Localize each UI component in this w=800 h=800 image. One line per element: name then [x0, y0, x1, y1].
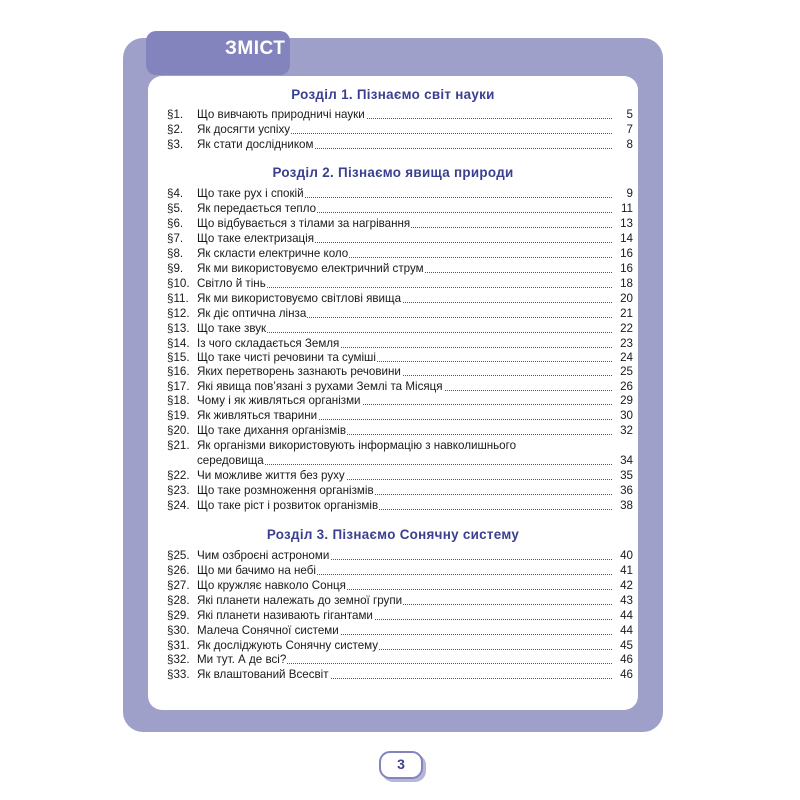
toc-entry-number: §31.	[167, 639, 190, 652]
toc-entry-number: §9.	[167, 262, 184, 275]
toc-entry-page: 30	[620, 409, 633, 422]
toc-entry	[167, 261, 636, 276]
section-heading-1: Розділ 1. Пізнаємо світ науки	[291, 87, 495, 102]
toc-entry-page: 14	[620, 232, 633, 245]
toc-entry-number: §5.	[167, 202, 184, 215]
toc-entry-page: 32	[620, 424, 633, 437]
toc-entry-number: §22.	[167, 469, 190, 482]
toc-entry	[167, 276, 636, 291]
toc-entry-number: §18.	[167, 394, 190, 407]
toc-entry-title: Що відбувається з тілами за нагрівання	[197, 217, 411, 230]
toc-entry-number: §1.	[167, 108, 184, 121]
toc-entry-number: §15.	[167, 351, 190, 364]
toc-entry-title: Що таке чисті речовини та суміші	[197, 351, 376, 364]
toc-entry-number: §23.	[167, 484, 190, 497]
toc-entry-number: §21.	[167, 439, 190, 452]
toc-entry-title: Як досягти успіху	[197, 123, 291, 136]
toc-entry-page: 42	[620, 579, 633, 592]
toc-entry	[167, 438, 636, 468]
toc-entry-page: 9	[626, 187, 633, 200]
toc-entry-title: Як організми використовують інформацію з навколишнього	[197, 439, 517, 452]
toc-entry	[167, 593, 636, 608]
toc-entry-number: §3.	[167, 138, 184, 151]
toc-entry-page: 26	[620, 380, 633, 393]
toc-entry-title: Які явища пов’язані з рухами Землі та Місяця	[197, 380, 443, 393]
toc-entry-page: 13	[620, 217, 633, 230]
toc-entry-page: 41	[620, 564, 633, 577]
toc-entry-page: 35	[620, 469, 633, 482]
page-title: ЗМІСТ	[225, 38, 286, 59]
toc-entry-number: §8.	[167, 247, 184, 260]
toc-entry-page: 46	[620, 653, 633, 666]
toc-entry-title: Що таке ріст і розвиток організмів	[197, 499, 379, 512]
toc-entry-page: 36	[620, 484, 633, 497]
toc-entry-page: 44	[620, 624, 633, 637]
toc-entry	[167, 379, 636, 394]
toc-entry-number: §26.	[167, 564, 190, 577]
toc-entry	[167, 336, 636, 351]
toc-entry	[167, 231, 636, 246]
toc-entry-page: 20	[620, 292, 633, 305]
toc-entry-title: Із чого складається Земля	[197, 337, 340, 350]
toc-entry-page: 18	[620, 277, 633, 290]
toc-entry-title: Як досліджують Сонячну систему	[197, 639, 379, 652]
toc-entry	[167, 201, 636, 216]
toc-entry-number: §25.	[167, 549, 190, 562]
toc-entry-number: §17.	[167, 380, 190, 393]
toc-entry-page: 7	[626, 123, 633, 136]
toc-entry-title: Які планети належать до земної групи	[197, 594, 403, 607]
toc-entry	[167, 137, 636, 152]
toc-entry-title: Що вивчають природничі науки	[197, 108, 365, 121]
toc-entry-page: 38	[620, 499, 633, 512]
toc-entry-page: 5	[626, 108, 633, 121]
toc-entry-number: §14.	[167, 337, 190, 350]
toc-entry-page: 8	[626, 138, 633, 151]
toc-entry-page: 29	[620, 394, 633, 407]
toc-entry-title: Як діє оптична лінза	[197, 307, 307, 320]
toc-entry-number: §12.	[167, 307, 190, 320]
toc-entry-page: 34	[620, 454, 633, 467]
toc-entry	[167, 623, 636, 638]
toc-entry-number: §27.	[167, 579, 190, 592]
toc-entry-number: §24.	[167, 499, 190, 512]
toc-entry-page: 43	[620, 594, 633, 607]
toc-entry-title: Як живляться тварини	[197, 409, 318, 422]
toc-entry	[167, 122, 636, 137]
toc-entry	[167, 468, 636, 483]
toc-entry-page: 16	[620, 262, 633, 275]
toc-entry	[167, 483, 636, 498]
toc-entry	[167, 216, 636, 231]
toc-entry-number: §28.	[167, 594, 190, 607]
toc-entry-page: 25	[620, 365, 633, 378]
toc-entry	[167, 393, 636, 408]
toc-entry-number: §13.	[167, 322, 190, 335]
toc-entry-number: §2.	[167, 123, 184, 136]
toc-entry	[167, 364, 636, 379]
toc-entry-page: 44	[620, 609, 633, 622]
toc-entry-title: Як стати дослідником	[197, 138, 314, 151]
toc-entry-number: §6.	[167, 217, 184, 230]
toc-entry	[167, 321, 636, 336]
toc-entry-title: Що кружляє навколо Сонця	[197, 579, 346, 592]
toc-entry-title: Як влаштований Всесвіт	[197, 668, 329, 681]
toc-entry-page: 11	[620, 202, 633, 215]
toc-entry-title: Малеча Сонячної системи	[197, 624, 339, 637]
page-number-badge	[379, 751, 423, 779]
toc-entry-page: 22	[620, 322, 633, 335]
toc-entry	[167, 608, 636, 623]
toc-entry-title: Які планети називають гігантами	[197, 609, 373, 622]
toc-entry-page: 21	[620, 307, 633, 320]
toc-entry-number: §30.	[167, 624, 190, 637]
toc-entry	[167, 563, 636, 578]
toc-entry	[167, 246, 636, 261]
toc-entry-page: 46	[620, 668, 633, 681]
toc-entry-page: 16	[620, 247, 633, 260]
toc-entry-page: 40	[620, 549, 633, 562]
toc-entry-title-continued: середовища	[197, 454, 264, 467]
toc-entry-title: Як скласти електричне коло	[197, 247, 349, 260]
toc-entry	[167, 667, 636, 682]
toc-entry	[167, 652, 636, 667]
toc-entry-number: §11.	[167, 292, 189, 305]
toc-entry	[167, 350, 636, 365]
toc-entry-title: Чим озброєні астрономи	[197, 549, 330, 562]
toc-entry	[167, 498, 636, 513]
section-heading-3: Розділ 3. Пізнаємо Сонячну систему	[266, 527, 520, 542]
toc-entry	[167, 291, 636, 306]
toc-entry-title: Що таке дихання організмів	[197, 424, 347, 437]
toc-entry-title: Що ми бачимо на небі	[197, 564, 316, 577]
toc-entry	[167, 306, 636, 321]
toc-entry	[167, 578, 636, 593]
toc-entry-number: §32.	[167, 653, 190, 666]
toc-entry	[167, 638, 636, 653]
toc-entry-number: §20.	[167, 424, 190, 437]
toc-entry	[167, 107, 636, 122]
toc-entry	[167, 423, 636, 438]
toc-entry-page: 23	[620, 337, 633, 350]
toc-entry-title: Чому і як живляться організми	[197, 394, 361, 407]
toc-entry-number: §33.	[167, 668, 190, 681]
toc-entry-title: Яких перетворень зазнають речовини	[197, 365, 401, 378]
toc-entry-title: Що таке звук	[197, 322, 267, 335]
toc-entry-title: Чи можливе життя без руху	[197, 469, 345, 482]
toc-entry-title: Як передається тепло	[197, 202, 317, 215]
toc-entry	[167, 186, 636, 201]
page-number: 3	[397, 756, 405, 772]
toc-entry-page: 24	[620, 351, 633, 364]
toc-entry-title: Що таке електризація	[197, 232, 315, 245]
toc-entry	[167, 408, 636, 423]
toc-entry-title: Ми тут. А де всі?	[197, 653, 287, 666]
toc-entry	[167, 548, 636, 563]
toc-entry-number: §16.	[167, 365, 190, 378]
toc-entry-title: Як ми використовуємо світлові явища	[197, 292, 402, 305]
toc-entry-number: §19.	[167, 409, 190, 422]
toc-entry-title: Що таке розмноження організмів	[197, 484, 374, 497]
toc-entry-title: Світло й тінь	[197, 277, 266, 290]
toc-entry-number: §29.	[167, 609, 190, 622]
toc-entry-number: §7.	[167, 232, 184, 245]
toc-entry-page: 45	[620, 639, 633, 652]
toc-entry-number: §10.	[167, 277, 190, 290]
toc-entry-title: Як ми використовуємо електричний струм	[197, 262, 424, 275]
section-heading-2: Розділ 2. Пізнаємо явища природи	[272, 165, 514, 180]
toc-entry-title: Що таке рух і спокій	[197, 187, 304, 200]
toc-entry-number: §4.	[167, 187, 184, 200]
